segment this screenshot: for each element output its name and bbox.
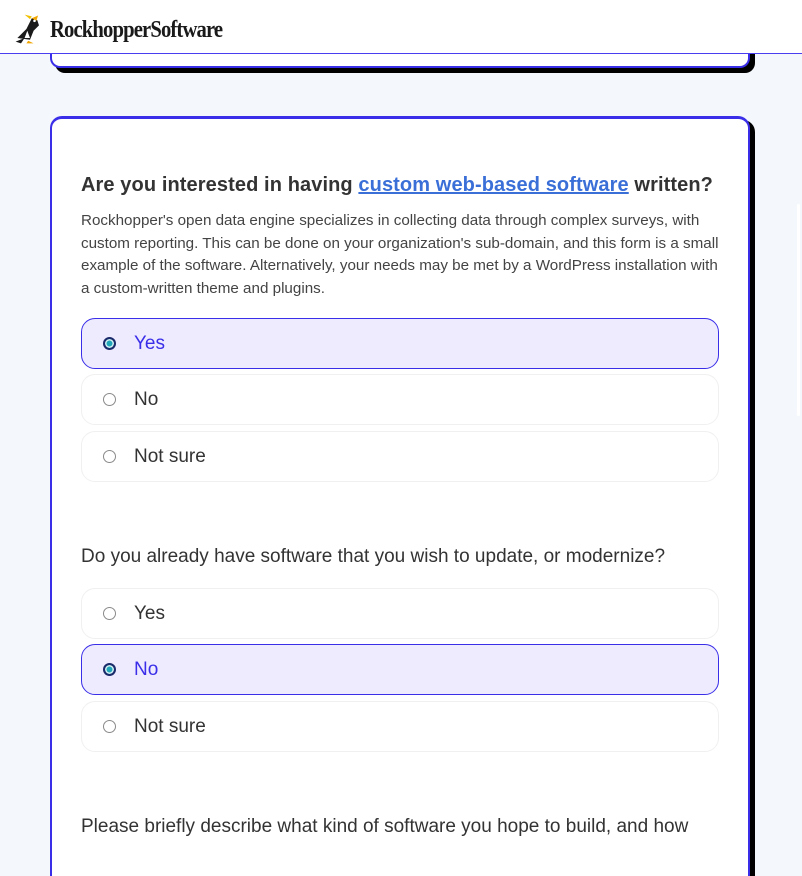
question-1-title xyxy=(81,174,741,197)
q2-option-label: Not sure xyxy=(134,715,206,737)
penguin-logo-icon xyxy=(12,11,48,47)
q1-radio-not-sure[interactable] xyxy=(103,450,116,463)
q1-option-label: Yes xyxy=(134,332,165,354)
site-header xyxy=(0,0,802,54)
question-1-title-prefix: Are you interested in having xyxy=(81,174,359,196)
q1-option-no[interactable] xyxy=(81,374,719,425)
scrollbar-thumb[interactable] xyxy=(797,204,800,416)
q2-option-yes[interactable] xyxy=(81,588,719,639)
q1-option-yes[interactable] xyxy=(81,318,719,369)
q2-radio-not-sure[interactable] xyxy=(103,720,116,733)
site-logo[interactable] xyxy=(12,10,250,48)
question-2-title: Do you already have software that you wish to update, or modernize? xyxy=(81,546,666,567)
q1-option-label: No xyxy=(134,388,159,410)
custom-software-link[interactable]: custom web-based software xyxy=(358,174,629,196)
q2-option-not-sure[interactable] xyxy=(81,701,719,752)
logo-wordmark: RockhopperSoftware xyxy=(50,17,223,43)
q1-option-label: Not sure xyxy=(134,445,206,467)
q2-option-no[interactable] xyxy=(81,644,719,695)
q1-radio-yes[interactable] xyxy=(103,337,116,350)
q2-option-label: Yes xyxy=(134,602,165,624)
q2-radio-yes[interactable] xyxy=(103,607,116,620)
q2-option-label: No xyxy=(134,658,159,680)
q1-option-not-sure[interactable] xyxy=(81,431,719,482)
q2-radio-no[interactable] xyxy=(103,663,116,676)
question-1-description: Rockhopper's open data engine specializes in collecting data through complex surveys, with custom reporting. This can be done on your organization's sub-domain, and this form is a small example of the software. Alternatively, your needs may be met by a WordPress installation with a custom-written theme and plugins. xyxy=(81,212,719,297)
question-3-title: Please briefly describe what kind of software you hope to build, and how xyxy=(81,816,689,837)
question-1-title-suffix: written? xyxy=(628,174,713,196)
q1-radio-no[interactable] xyxy=(103,393,116,406)
